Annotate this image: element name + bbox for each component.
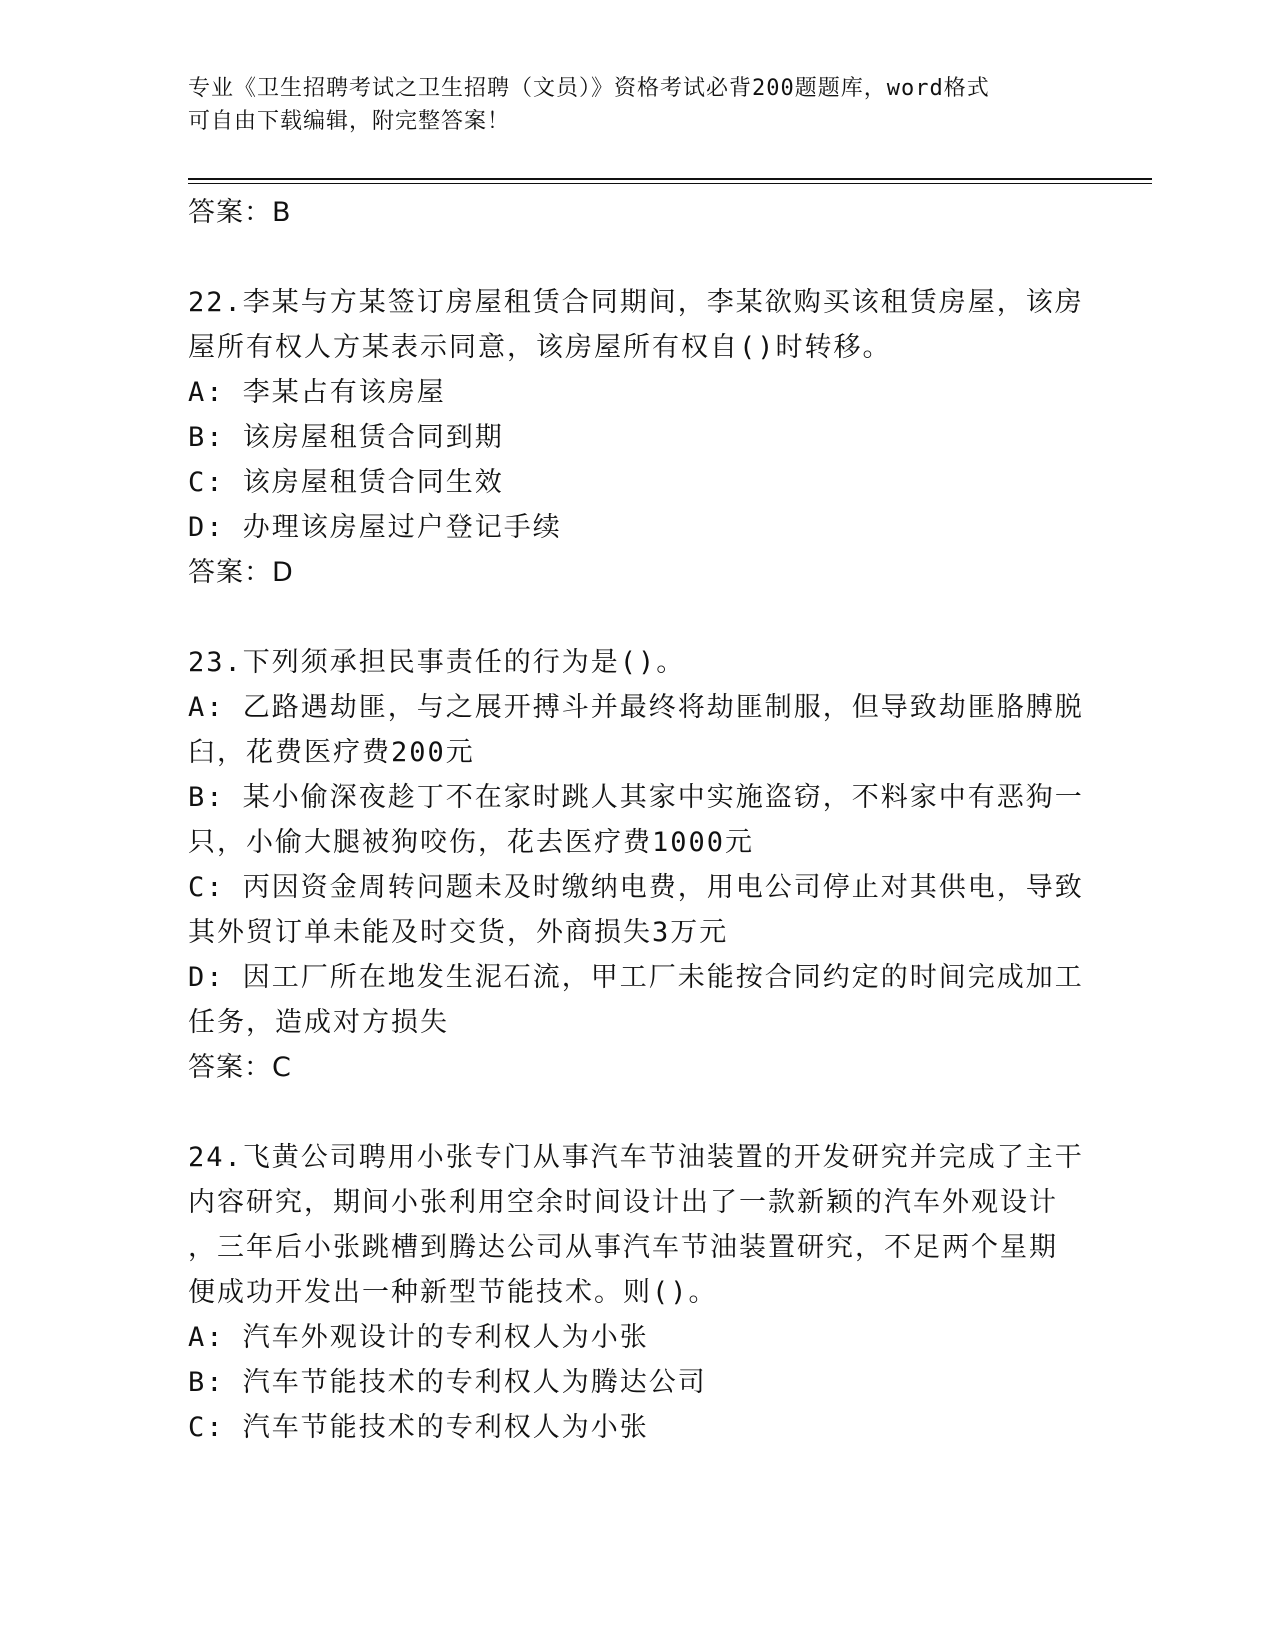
- question-text-line: 便成功开发出一种新型节能技术。则()。: [188, 1277, 718, 1308]
- page-header: [188, 72, 1068, 138]
- question-text-line: 23.下列须承担民事责任的行为是()。: [188, 647, 686, 678]
- option-b: B: 汽车节能技术的专利权人为腾达公司: [188, 1367, 707, 1398]
- option-d: D: 办理该房屋过户登记手续: [188, 512, 562, 543]
- option-c-continued: 其外贸订单未能及时交货，外商损失3万元: [188, 917, 729, 948]
- option-c: C: 丙因资金周转问题未及时缴纳电费，用电公司停止对其供电，导致: [188, 872, 1084, 903]
- option-b: B: 该房屋租赁合同到期: [188, 422, 504, 453]
- spacer: [188, 595, 1088, 640]
- option-c: C: 该房屋租赁合同生效: [188, 467, 504, 498]
- question-text-line: 24.飞黄公司聘用小张专门从事汽车节油装置的开发研究并完成了主干: [188, 1142, 1084, 1173]
- answer-line: 答案：D: [188, 557, 294, 588]
- header-line-1: 专业《卫生招聘考试之卫生招聘（文员）》资格考试必背200题题库，word格式: [188, 76, 990, 101]
- header-rule-thin: [188, 183, 1152, 184]
- option-a: A: 乙路遇劫匪，与之展开搏斗并最终将劫匪制服，但导致劫匪胳膊脱: [188, 692, 1084, 723]
- question-block: [188, 1135, 1088, 1450]
- option-b: B: 某小偷深夜趁丁不在家时跳人其家中实施盗窃，不料家中有恶狗一: [188, 782, 1084, 813]
- question-text-line: 屋所有权人方某表示同意，该房屋所有权自()时转移。: [188, 332, 892, 363]
- question-block: [188, 640, 1088, 1090]
- question-content: [188, 190, 1088, 1450]
- answer-line: 答案：B: [188, 197, 292, 228]
- question-block: [188, 280, 1088, 595]
- question-text-line: 22.李某与方某签订房屋租赁合同期间，李某欲购买该租赁房屋，该房: [188, 287, 1084, 318]
- option-a: A: 汽车外观设计的专利权人为小张: [188, 1322, 649, 1353]
- question-text-line: ，三年后小张跳槽到腾达公司从事汽车节油装置研究，不足两个星期: [188, 1232, 1058, 1263]
- question-text-line: 内容研究，期间小张利用空余时间设计出了一款新颖的汽车外观设计: [188, 1187, 1058, 1218]
- option-a-continued: 臼，花费医疗费200元: [188, 737, 475, 768]
- spacer: [188, 235, 1088, 280]
- option-d: D: 因工厂所在地发生泥石流，甲工厂未能按合同约定的时间完成加工: [188, 962, 1084, 993]
- option-c: C: 汽车节能技术的专利权人为小张: [188, 1412, 649, 1443]
- option-a: A: 李某占有该房屋: [188, 377, 446, 408]
- answer-line: 答案：C: [188, 1052, 292, 1083]
- header-line-2: 可自由下载编辑，附完整答案！: [188, 109, 511, 134]
- option-b-continued: 只，小偷大腿被狗咬伤，花去医疗费1000元: [188, 827, 755, 858]
- spacer: [188, 1090, 1088, 1135]
- header-rule-thick: [188, 178, 1152, 180]
- option-d-continued: 任务，造成对方损失: [188, 1007, 449, 1038]
